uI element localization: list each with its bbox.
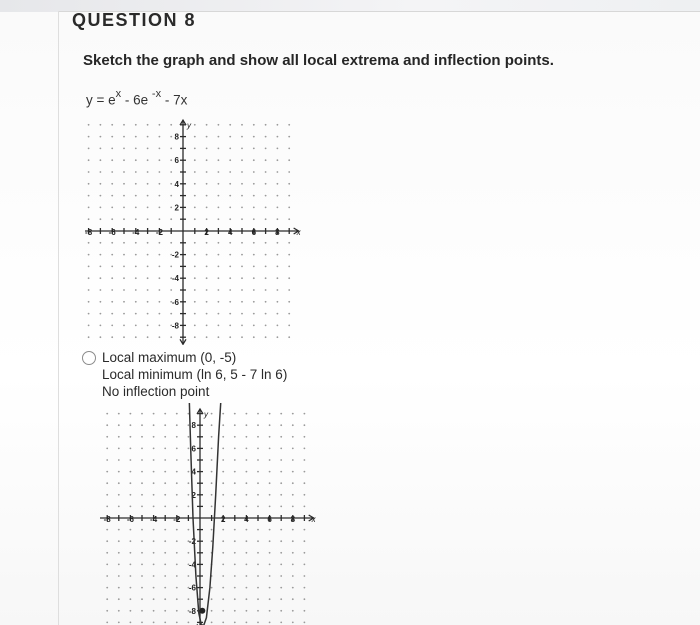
answer-graph-x-tick-label: -6 [126, 515, 134, 524]
equation-suffix: - 7x [161, 92, 188, 108]
question-graph-x-tick-label: -4 [132, 228, 140, 237]
equation-exp1: x [115, 88, 122, 100]
answer-graph-x-axis-label: x [311, 515, 316, 524]
left-rule [58, 11, 59, 625]
question-graph-axes [85, 120, 299, 344]
question-graph-y-tick-label: 2 [174, 203, 179, 213]
answer-graph-y-tick-label: 2 [191, 490, 196, 500]
answer-marked-point [199, 608, 205, 614]
question-graph-y-tick-label: 6 [174, 156, 179, 166]
question-graph-x-tick-label: -2 [155, 228, 163, 237]
question-graph-x-tick-label: 8 [275, 228, 280, 237]
answer-graph-x-tick-label: -2 [173, 515, 181, 524]
answer-line-1: Local maximum (0, -5) [102, 350, 237, 365]
answer-graph-x-tick-label: 2 [220, 515, 226, 524]
answer-graph-y-tick-label: -6 [188, 583, 196, 593]
question-graph-y-tick-label: -4 [171, 274, 179, 284]
answer-radio-button[interactable] [82, 351, 96, 365]
question-prompt: Sketch the graph and show all local extrema and inflection points. [83, 52, 554, 69]
question-graph-y-tick-label: -2 [171, 250, 179, 260]
answer-graph-y-tick-label: 8 [191, 421, 196, 431]
question-graph-x-tick-label: 6 [251, 228, 257, 237]
answer-graph-y-tick-label: 4 [191, 467, 196, 477]
answer-graph-x-tick-label: 4 [244, 515, 249, 524]
equation [86, 90, 187, 108]
question-graph-x-tick-label: -8 [85, 228, 93, 237]
question-title: QUESTION 8 [72, 10, 197, 30]
answer-choice-text[interactable] [102, 349, 402, 400]
question-graph-y-tick-label: 8 [174, 132, 179, 142]
question-graph-x-tick-label: 2 [204, 228, 209, 237]
answer-line-2: Local minimum (ln 6, 5 - 7 ln 6) [102, 367, 288, 382]
equation-mid: - 6e [121, 92, 152, 108]
answer-graph-x-tick-label: 8 [290, 515, 296, 524]
question-graph-x-tick-label: -6 [108, 228, 116, 237]
answer-line-3: No inflection point [102, 384, 210, 399]
answer-graph-y-tick-label: -8 [188, 606, 196, 616]
answer-graph-y-tick-label: -4 [188, 560, 196, 570]
answer-graph-y-tick-label: -2 [188, 537, 196, 547]
answer-graph-y-tick-label: 6 [191, 444, 196, 454]
answer-graph-y-axis-label: y [204, 409, 208, 419]
answer-graph[interactable] [100, 403, 325, 625]
answer-graph-x-tick-label: 6 [267, 515, 272, 524]
question-graph-x-axis-label: x [296, 228, 301, 237]
answer-graph-x-tick-label: -8 [103, 515, 111, 524]
question-graph-y-tick-label: -6 [171, 297, 179, 307]
question-graph-y-axis-label: y [187, 121, 191, 131]
question-graph-x-tick-label: 4 [227, 228, 233, 237]
equation-prefix: y = e [86, 92, 116, 108]
answer-graph-x-tick-label: -4 [150, 515, 158, 524]
question-graph-y-tick-label: 4 [174, 179, 179, 189]
equation-exp2: -x [151, 88, 162, 100]
question-graph [85, 113, 310, 345]
question-graph-y-tick-label: -8 [171, 321, 179, 331]
